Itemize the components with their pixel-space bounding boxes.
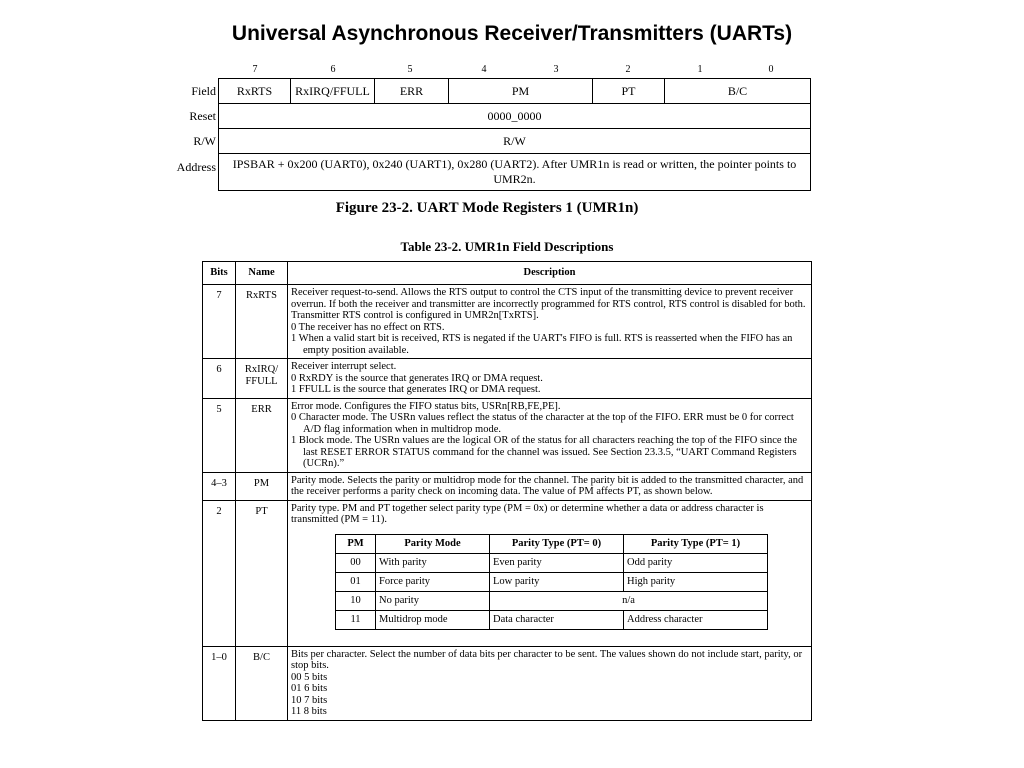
cell-name: B/C (236, 646, 288, 720)
desc-line: Parity mode. Selects the parity or multidrop mode for the channel. The parity bit is added to the transmitted character, and the receiver performs a parity check on incoming data. The value of PM affects PT, as shown below. (291, 474, 804, 497)
parity-cell: Force parity (376, 572, 490, 591)
header-description: Description (288, 262, 812, 285)
table-header-row (203, 262, 812, 285)
cell-name (236, 359, 288, 399)
parity-cell: Address character (624, 610, 768, 629)
bit-number: 4 (481, 64, 487, 75)
bit-number: 0 (768, 64, 774, 75)
cell-description (288, 398, 812, 472)
parity-row (336, 610, 768, 629)
parity-table (335, 534, 768, 630)
parity-header: Parity Mode (376, 534, 490, 553)
row-label-address: Address (176, 160, 216, 174)
parity-row (336, 553, 768, 572)
cell-bits: 4–3 (203, 472, 236, 500)
desc-line: 11 8 bits (291, 706, 327, 717)
slide-title: Universal Asynchronous Receiver/Transmitters (UARTs) (231, 22, 793, 45)
cell-bits: 1–0 (203, 646, 236, 720)
register-diagram (218, 78, 811, 191)
parity-cell: No parity (376, 591, 490, 610)
parity-cell: 11 (336, 610, 376, 629)
header-bits: Bits (203, 262, 236, 285)
cell-bits: 6 (203, 359, 236, 399)
field-rxirq-ffull: RxIRQ/FFULL (291, 79, 375, 104)
bit-number: 5 (407, 64, 413, 75)
desc-line: Error mode. Configures the FIFO status bits, USRn[RB,FE,PE]. (291, 400, 561, 412)
table-row (203, 646, 812, 720)
field-bc: B/C (665, 79, 811, 104)
bit-number: 1 (697, 64, 703, 75)
parity-header: Parity Type (PT= 1) (624, 534, 768, 553)
parity-cell: With parity (376, 553, 490, 572)
cell-bits: 5 (203, 398, 236, 472)
field-descriptions-table (202, 261, 812, 721)
bit-number: 2 (625, 64, 631, 75)
parity-header: Parity Type (PT= 0) (490, 534, 624, 553)
parity-cell: High parity (624, 572, 768, 591)
field-pt: PT (593, 79, 665, 104)
cell-name: PM (236, 472, 288, 500)
parity-header: PM (336, 534, 376, 553)
desc-line: 0 The receiver has no effect on RTS. (291, 321, 445, 333)
cell-bits: 2 (203, 500, 236, 646)
parity-cell: Data character (490, 610, 624, 629)
desc-line: Parity type. PM and PT together select parity type (PM = 0x) or determine whether a data or address character is transmitted (PM = 11). (291, 502, 764, 525)
field-rxrts: RxRTS (219, 79, 291, 104)
header-name: Name (236, 262, 288, 285)
desc-line: 0 Character mode. The USRn values reflect the status of the character at the top of the FIFO. ERR must be 0 for correct A/D flag information when in multidrop mode. (291, 412, 794, 435)
desc-line: 00 5 bits (291, 671, 328, 683)
desc-line: Receiver interrupt select. (291, 361, 397, 372)
desc-line: Bits per character. Select the number of data bits per character to be sent. The values shown do not include start, parity, or stop bits. (291, 648, 803, 671)
table-row (203, 359, 812, 399)
parity-cell: Multidrop mode (376, 610, 490, 629)
cell-description (288, 646, 812, 720)
parity-cell: n/a (490, 591, 768, 610)
cell-description (288, 500, 812, 646)
table-row (203, 398, 812, 472)
desc-line: 1 When a valid start bit is received, RTS is negated if the UART's FIFO is full. RTS is reasserted when the FIFO has an empty position available. (291, 333, 793, 356)
parity-row (336, 591, 768, 610)
name-line: FFULL (245, 375, 278, 387)
table-row (203, 500, 812, 646)
desc-line: 1 FFULL is the source that generates IRQ or DMA request. (291, 384, 541, 395)
table-row (203, 472, 812, 500)
field-pm: PM (449, 79, 593, 104)
reset-value: 0000_0000 (219, 104, 811, 129)
figure-caption: Figure 23-2. UART Mode Registers 1 (UMR1n) (335, 200, 639, 216)
rw-value: R/W (219, 129, 811, 154)
desc-line: Receiver request-to-send. Allows the RTS output to control the CTS input of the transmitting device to prevent receiver overrun. If both the receiver and transmitter are incorrectly programmed for RTS control, RTS control is disabled for both. Transmitter RTS control is configured in UMR2n[TxRTS]. (291, 287, 806, 321)
cell-description (288, 285, 812, 359)
cell-bits: 7 (203, 285, 236, 359)
field-err: ERR (375, 79, 449, 104)
table-caption: Table 23-2. UMR1n Field Descriptions (400, 239, 614, 254)
cell-name: RxRTS (236, 285, 288, 359)
cell-description (288, 472, 812, 500)
desc-line: 0 RxRDY is the source that generates IRQ or DMA request. (291, 372, 543, 384)
desc-line: 01 6 bits (291, 683, 328, 694)
parity-cell: 10 (336, 591, 376, 610)
desc-line: 10 7 bits (291, 694, 328, 706)
bit-number-row (218, 64, 810, 78)
address-value (219, 154, 811, 191)
bit-number: 7 (252, 64, 258, 75)
address-line-2: UMR2n. (493, 172, 536, 186)
table-row (203, 285, 812, 359)
cell-name: ERR (236, 398, 288, 472)
parity-row (336, 572, 768, 591)
cell-description (288, 359, 812, 399)
row-label-rw: R/W (193, 134, 216, 148)
parity-cell: Even parity (490, 553, 624, 572)
parity-cell: 00 (336, 553, 376, 572)
parity-cell: Low parity (490, 572, 624, 591)
bit-number: 6 (330, 64, 336, 75)
parity-header-row (336, 534, 768, 553)
parity-cell: Odd parity (624, 553, 768, 572)
address-line-1: IPSBAR + 0x200 (UART0), 0x240 (UART1), 0x280 (UART2). After UMR1n is read or written, the pointer points to (232, 157, 797, 171)
name-line: RxIRQ/ (244, 364, 279, 375)
row-label-reset: Reset (189, 109, 216, 123)
row-label-field: Field (191, 84, 216, 98)
desc-line: 1 Block mode. The USRn values are the logical OR of the status for all characters reaching the top of the FIFO since the last RESET ERROR STATUS command for the channel was issued. See Section 23.3.5, “UART Command Registers (UCRn).” (291, 435, 797, 469)
bit-number: 3 (553, 64, 559, 75)
cell-name: PT (236, 500, 288, 646)
parity-cell: 01 (336, 572, 376, 591)
